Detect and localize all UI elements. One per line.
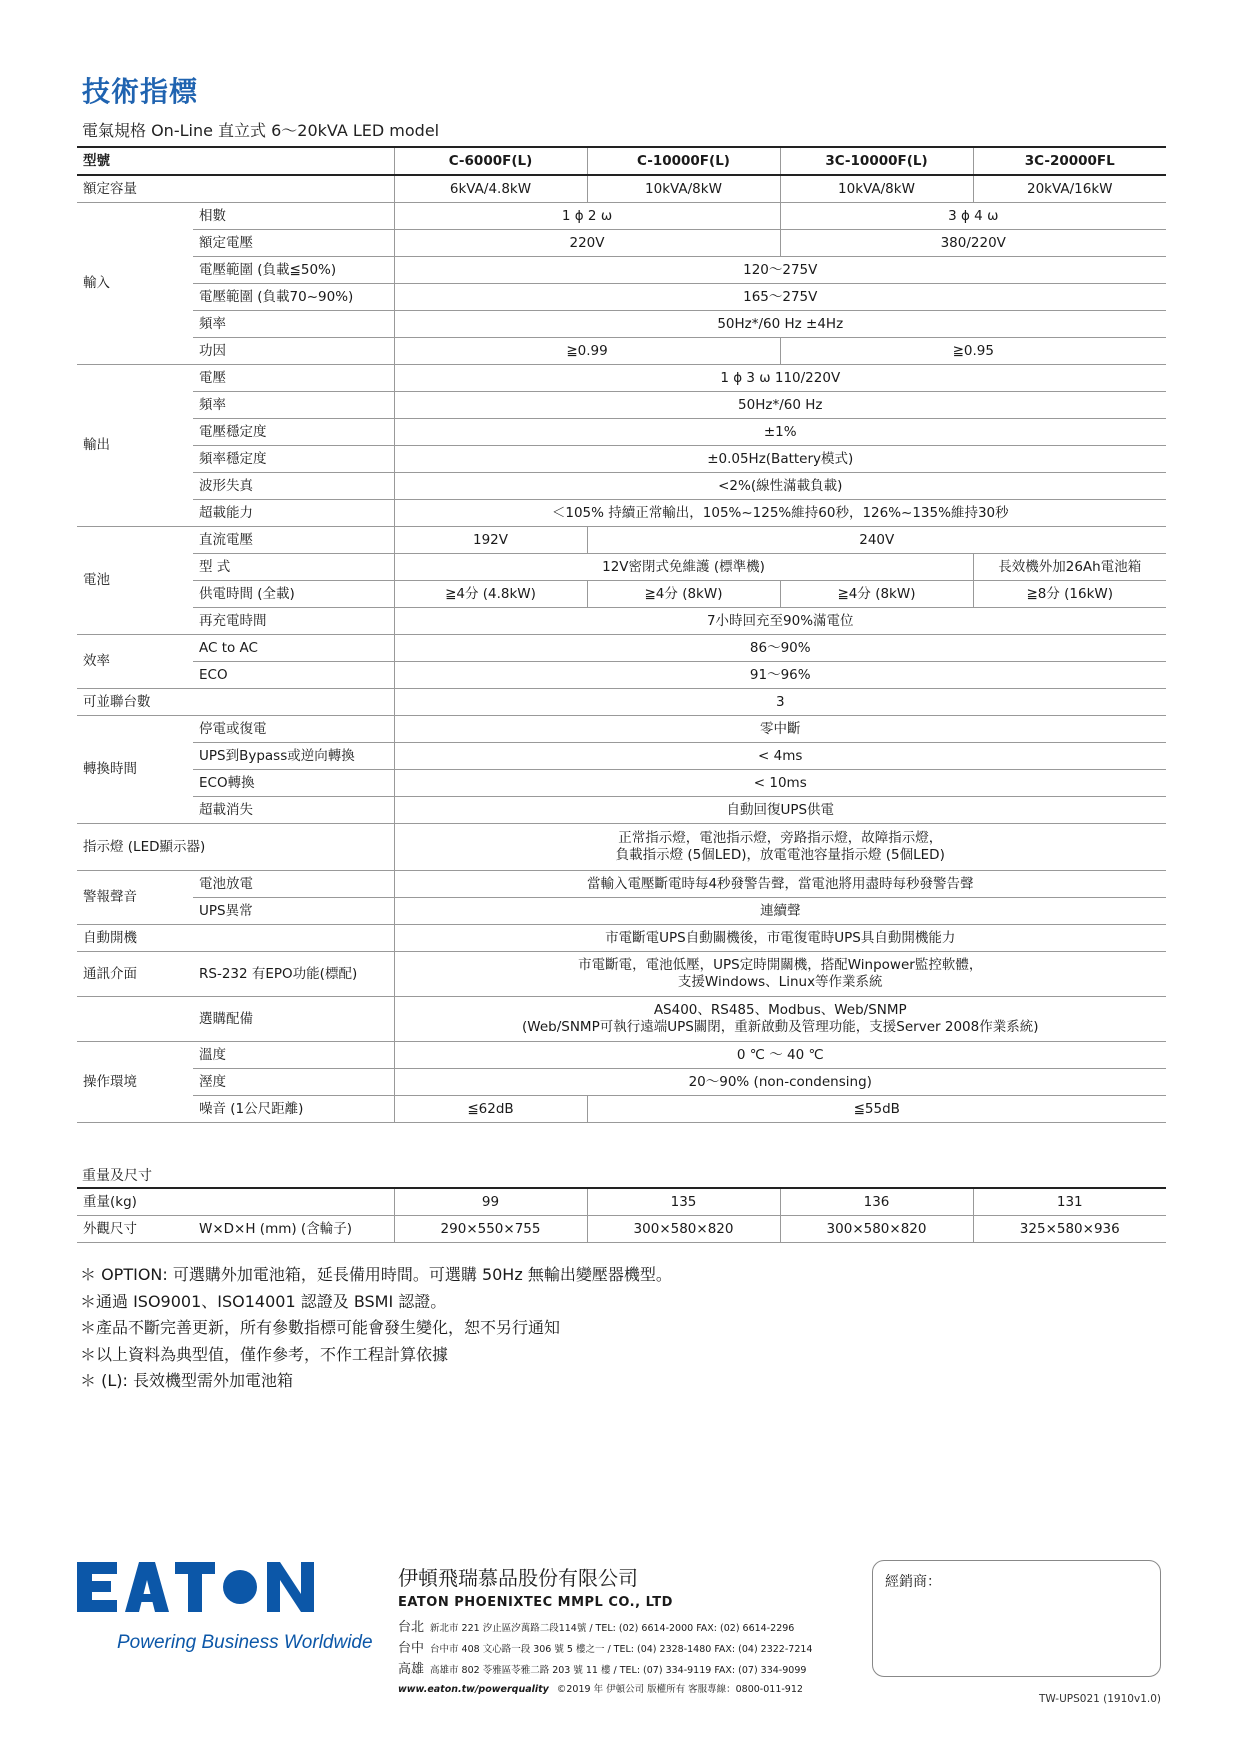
table-row: [77, 770, 1166, 797]
cell-value: 192V: [394, 527, 587, 554]
table-row: [77, 419, 1166, 446]
row-label: 外觀尺寸: [77, 1216, 193, 1243]
cell-line: 支援Windows、Linux等作業系統: [677, 974, 883, 990]
row-label: 溫度: [193, 1042, 394, 1069]
company-name-cn: 伊頓飛瑞慕品股份有限公司: [398, 1566, 638, 1590]
table-row: [77, 338, 1166, 365]
table-row: [77, 1096, 1166, 1123]
web-line: [398, 1681, 812, 1695]
table-row: [77, 716, 1166, 743]
cell-value: 300×580×820: [587, 1216, 780, 1243]
cell-value: ≧4分 (8kW): [587, 581, 780, 608]
cell-value: 380/220V: [780, 230, 1166, 257]
cell-value: 6kVA/4.8kW: [394, 175, 587, 203]
cell-value: 1 ϕ 3 ω 110/220V: [394, 365, 1166, 392]
cell-value: ≧4分 (8kW): [780, 581, 973, 608]
cell-line: AS400、RS485、Modbus、Web/SNMP: [653, 1002, 907, 1018]
note-item: ＊通過 ISO9001、ISO14001 認證及 BSMI 認證。: [80, 1291, 447, 1311]
row-label: AC to AC: [193, 635, 394, 662]
row-label: 自動開機: [77, 925, 394, 952]
cell-value: 自動回復UPS供電: [394, 797, 1166, 824]
row-label: 電壓: [193, 365, 394, 392]
table-row: [77, 284, 1166, 311]
weight-section-title: 重量及尺寸: [82, 1168, 152, 1184]
row-label: 電池放電: [193, 871, 394, 898]
table-row: [77, 608, 1166, 635]
cell-value: 零中斷: [394, 716, 1166, 743]
table-header-row: [77, 147, 1166, 175]
cell-line: (Web/SNMP可執行遠端UPS關閉，重新啟動及管理功能，支援Server 2008作業系統): [522, 1019, 1039, 1035]
cell-value: 7小時回充至90%滿電位: [394, 608, 1166, 635]
cell-value: ≧8分 (16kW): [973, 581, 1166, 608]
cell-value: ±1%: [394, 419, 1166, 446]
empty-cell: [77, 997, 193, 1042]
cell-value: 135: [587, 1188, 780, 1216]
cell-value: 3 ϕ 4 ω: [780, 203, 1166, 230]
row-label: 溼度: [193, 1069, 394, 1096]
cell-value: 120～275V: [394, 257, 1166, 284]
document-id: TW-UPS021 (1910v1.0): [1038, 1693, 1161, 1705]
cell-value: ≧4分 (4.8kW): [394, 581, 587, 608]
cell-value: 3: [394, 689, 1166, 716]
row-label: 頻率穩定度: [193, 446, 394, 473]
cell-value: <2%(線性滿載負載): [394, 473, 1166, 500]
model-label: 型號: [77, 147, 394, 175]
office-info: 台中市 408 文心路一段 306 號 5 樓之一 / TEL: (04) 2328-1480 FAX: (04) 2322-7214: [430, 1644, 813, 1655]
cell-value: 165～275V: [394, 284, 1166, 311]
note-item: ＊以上資料為典型值，僅作參考，不作工程計算依據: [80, 1344, 449, 1364]
group-label: 電池: [77, 527, 193, 635]
company-name-en: EATON PHOENIXTEC MMPL CO., LTD: [398, 1595, 673, 1610]
cell-value: 240V: [587, 527, 1166, 554]
dealer-label: 經銷商：: [885, 1574, 941, 1590]
row-label: 可並聯台數: [77, 689, 394, 716]
cell-value: 91～96%: [394, 662, 1166, 689]
row-label: 選購配備: [193, 997, 394, 1042]
weight-table: [77, 1187, 1166, 1243]
row-label: 電壓範圍 (負載70~90%): [193, 284, 394, 311]
table-row: [77, 1216, 1166, 1243]
cell-value: 20～90% (non-condensing): [394, 1069, 1166, 1096]
row-label: 超載消失: [193, 797, 394, 824]
table-row: [77, 175, 1166, 203]
row-label: 額定容量: [77, 175, 394, 203]
row-label: 頻率: [193, 311, 394, 338]
table-row: [77, 257, 1166, 284]
cell-value: 220V: [394, 230, 780, 257]
cell-value: 325×580×936: [973, 1216, 1166, 1243]
model-name: 3C-20000FL: [973, 147, 1166, 175]
row-label: 再充電時間: [193, 608, 394, 635]
spec-subtitle: 電氣規格 On-Line 直立式 6～20kVA LED model: [82, 121, 440, 140]
cell-value: 86～90%: [394, 635, 1166, 662]
cell-value: 長效機外加26Ah電池箱: [973, 554, 1166, 581]
eaton-logo-mark: [77, 1560, 377, 1656]
cell-value: [394, 997, 1166, 1042]
row-label: 型 式: [193, 554, 394, 581]
cell-value: 市電斷電UPS自動關機後，市電復電時UPS具自動開機能力: [394, 925, 1166, 952]
website-link[interactable]: www.eaton.tw/powerquality: [398, 1684, 549, 1695]
model-name: C-6000F(L): [394, 147, 587, 175]
office-item: [398, 1639, 812, 1660]
table-row: [77, 446, 1166, 473]
cell-value: 50Hz*/60 Hz: [394, 392, 1166, 419]
row-label: 相數: [193, 203, 394, 230]
dealer-box: [872, 1560, 1161, 1677]
table-row: [77, 635, 1166, 662]
spec-table: [77, 146, 1166, 1123]
cell-value: 20kVA/16kW: [973, 175, 1166, 203]
cell-value: 連續聲: [394, 898, 1166, 925]
note-item: ＊產品不斷完善更新，所有參數指標可能會發生變化，恕不另行通知: [80, 1318, 561, 1337]
cell-value: 136: [780, 1188, 973, 1216]
office-city: 高雄: [398, 1662, 425, 1677]
office-city: 台中: [398, 1641, 425, 1656]
cell-value: 1 ϕ 2 ω: [394, 203, 780, 230]
model-name: 3C-10000F(L): [780, 147, 973, 175]
cell-line: 市電斷電，電池低壓，UPS定時開關機，搭配Winpower監控軟體，: [578, 957, 983, 973]
table-row: [77, 871, 1166, 898]
office-item: [398, 1618, 812, 1639]
table-row: [77, 527, 1166, 554]
table-row: [77, 473, 1166, 500]
cell-value: 290×550×755: [394, 1216, 587, 1243]
row-label: 重量(kg): [77, 1188, 394, 1216]
row-label: RS-232 有EPO功能(標配): [193, 952, 394, 997]
row-label: 超載能力: [193, 500, 394, 527]
table-row: [77, 925, 1166, 952]
cell-value: ＜105% 持續正常輸出，105%~125%維持60秒，126%~135%維持30秒: [394, 500, 1166, 527]
table-row: [77, 743, 1166, 770]
cell-value: 12V密閉式免維護 (標準機): [394, 554, 973, 581]
row-sublabel: W×D×H (mm) (含輪子): [193, 1216, 394, 1243]
row-label: ECO轉換: [193, 770, 394, 797]
row-label: ECO: [193, 662, 394, 689]
cell-line: 負載指示燈 (5個LED)，放電電池容量指示燈 (5個LED): [615, 847, 945, 863]
eaton-tagline: Powering Business Worldwide: [117, 1632, 373, 1653]
cell-value: [394, 824, 1166, 871]
note-item: ＊ OPTION: 可選購外加電池箱，延長備用時間。可選購 50Hz 無輸出變壓器機型。: [80, 1265, 672, 1284]
table-row: [77, 500, 1166, 527]
office-city: 台北: [398, 1620, 425, 1635]
cell-value: 10kVA/8kW: [780, 175, 973, 203]
row-label: 電壓範圍 (負載≦50%): [193, 257, 394, 284]
group-label: 通訊介面: [77, 952, 193, 997]
table-row: [77, 365, 1166, 392]
cell-value: < 4ms: [394, 743, 1166, 770]
table-row: [77, 203, 1166, 230]
table-row: [77, 797, 1166, 824]
row-label: 供電時間 (全載): [193, 581, 394, 608]
group-label: 效率: [77, 635, 193, 689]
office-info: 高雄市 802 苓雅區苓雅二路 203 號 11 樓 / TEL: (07) 334-9119 FAX: (07) 334-9099: [430, 1665, 807, 1676]
group-label: 警報聲音: [77, 871, 193, 925]
group-label: 輸入: [77, 203, 193, 365]
row-label: 停電或復電: [193, 716, 394, 743]
group-label: 轉換時間: [77, 716, 193, 824]
row-label: 波形失真: [193, 473, 394, 500]
table-row: [77, 554, 1166, 581]
office-info: 新北市 221 汐止區汐萬路二段114號 / TEL: (02) 6614-2000 FAX: (02) 6614-2296: [430, 1623, 795, 1634]
company-info: [398, 1562, 812, 1695]
cell-value: 0 ℃ ～ 40 ℃: [394, 1042, 1166, 1069]
table-row: [77, 952, 1166, 997]
cell-value: 10kVA/8kW: [587, 175, 780, 203]
cell-value: ≦55dB: [587, 1096, 1166, 1123]
cell-value: < 10ms: [394, 770, 1166, 797]
notes-list: [80, 1262, 672, 1395]
row-label: UPS到Bypass或逆向轉換: [193, 743, 394, 770]
office-list: [398, 1618, 812, 1681]
row-label: 頻率: [193, 392, 394, 419]
table-row: [77, 689, 1166, 716]
group-label: 操作環境: [77, 1042, 193, 1123]
row-label: 額定電壓: [193, 230, 394, 257]
table-row: [77, 581, 1166, 608]
table-row: [77, 1188, 1166, 1216]
page-title: 技術指標: [82, 75, 199, 108]
cell-value: [394, 952, 1166, 997]
office-item: [398, 1660, 812, 1681]
group-label: 輸出: [77, 365, 193, 527]
table-row: [77, 824, 1166, 871]
cell-value: 131: [973, 1188, 1166, 1216]
cell-line: 正常指示燈，電池指示燈，旁路指示燈，故障指示燈，: [618, 830, 943, 846]
cell-value: ≧0.95: [780, 338, 1166, 365]
table-row: [77, 898, 1166, 925]
cell-value: 99: [394, 1188, 587, 1216]
table-row: [77, 1069, 1166, 1096]
cell-value: 當輸入電壓斷電時每4秒發警告聲，當電池將用盡時每秒發警告聲: [394, 871, 1166, 898]
row-label: 噪音 (1公尺距離): [193, 1096, 394, 1123]
model-name: C-10000F(L): [587, 147, 780, 175]
copyright-text: ©2019 年 伊頓公司 版權所有 客服專線：0800-011-912: [556, 1684, 803, 1695]
cell-value: ≧0.99: [394, 338, 780, 365]
eaton-logo: [77, 1560, 377, 1660]
row-label: 指示燈 (LED顯示器): [77, 824, 394, 871]
cell-value: 300×580×820: [780, 1216, 973, 1243]
row-label: 電壓穩定度: [193, 419, 394, 446]
row-label: 直流電壓: [193, 527, 394, 554]
cell-value: 50Hz*/60 Hz ±4Hz: [394, 311, 1166, 338]
table-row: [77, 997, 1166, 1042]
row-label: 功因: [193, 338, 394, 365]
table-row: [77, 392, 1166, 419]
table-row: [77, 1042, 1166, 1069]
cell-value: ≦62dB: [394, 1096, 587, 1123]
cell-value: ±0.05Hz(Battery模式): [394, 446, 1166, 473]
note-item: ＊ (L): 長效機型需外加電池箱: [80, 1371, 293, 1390]
table-row: [77, 311, 1166, 338]
table-row: [77, 662, 1166, 689]
table-row: [77, 230, 1166, 257]
row-label: UPS異常: [193, 898, 394, 925]
